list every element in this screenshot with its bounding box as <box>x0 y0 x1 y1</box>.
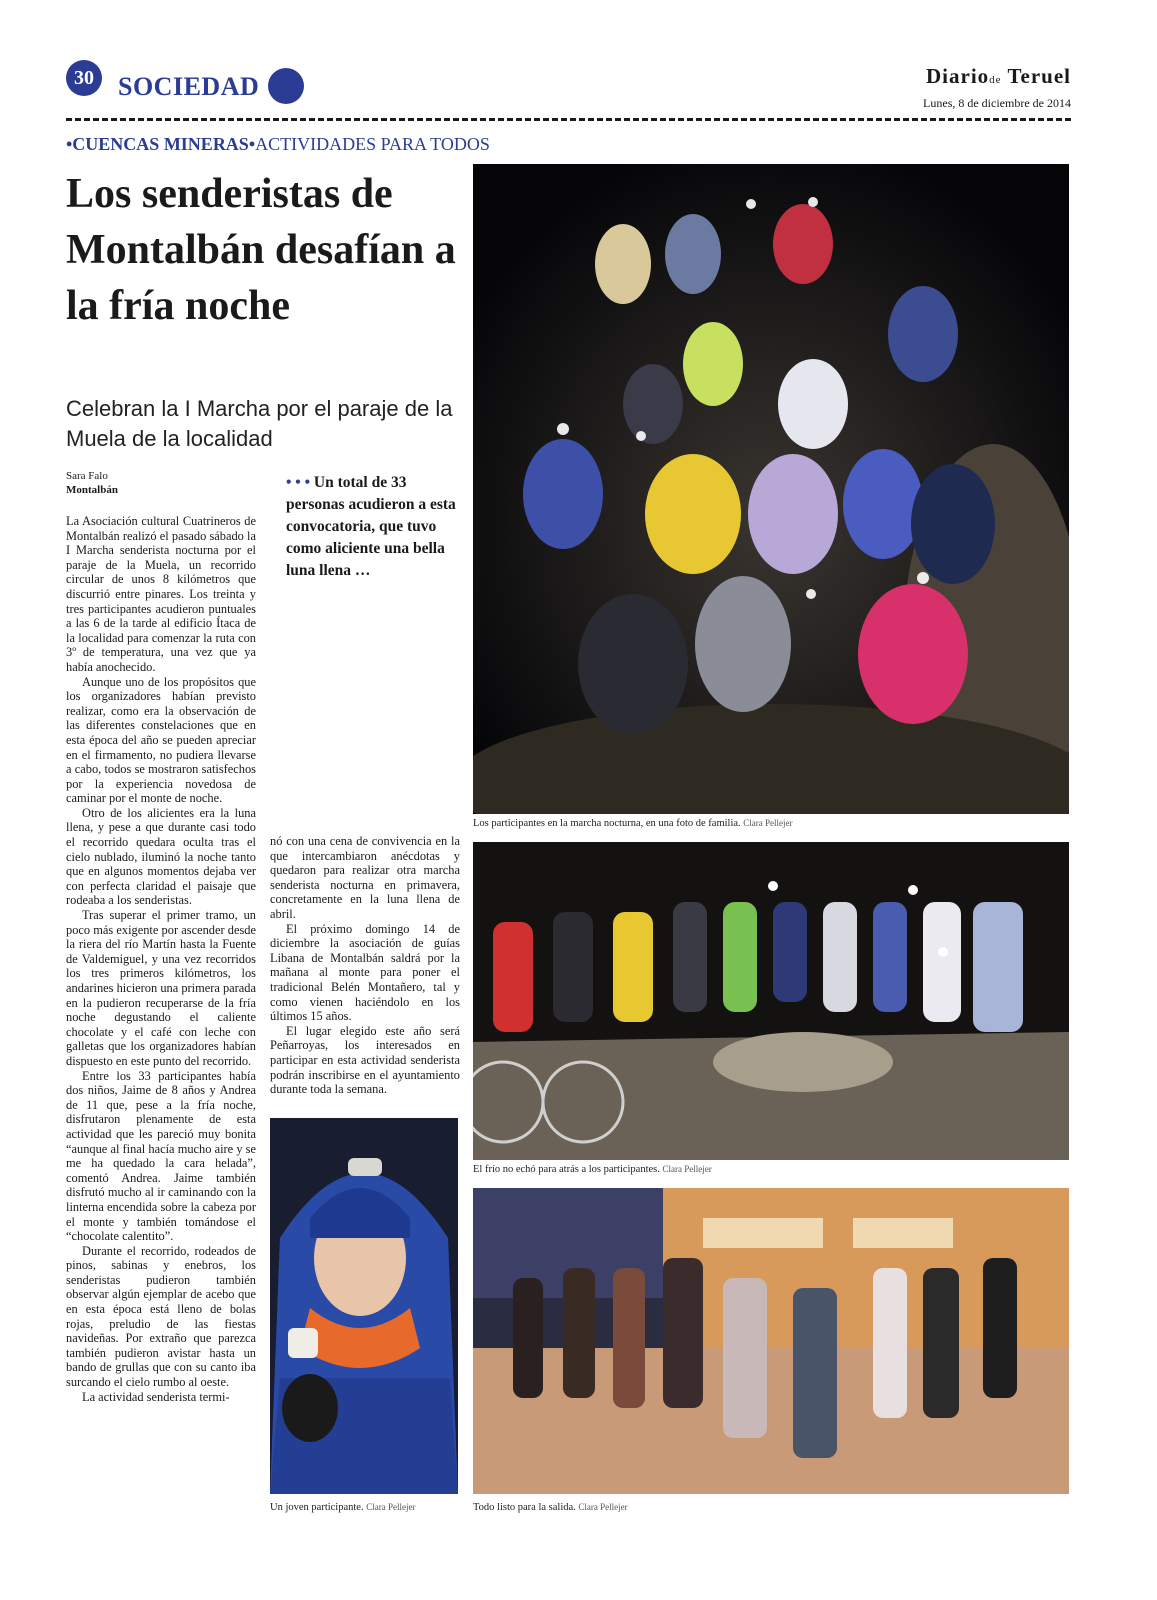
paragraph: Otro de los alicientes era la luna llena, y pese a que durante casi todo el recorrido quedara oculta tras el cielo nublado, iluminó la noche tanto que en algunos momentos dejaba ver con perfecta claridad el paisaje que rodeaba a los senderistas. <box>66 805 256 908</box>
byline-location: Montalbán <box>66 484 118 496</box>
header-divider <box>66 118 1071 121</box>
paragraph: Durante el recorrido, rodeados de pinos, sabinas y enebros, los senderistas pudieron también observar algún ejemplar de acebo que en esta época está lleno de bolas rojas, preludio de las fiestas navideñas. Por extraño que parezca también pudieron avistar hasta un bando de grullas que con su canto iba surcando el cielo rumbo al oeste. <box>66 1243 256 1390</box>
headline: Los senderistas de Montalbán desafían a la fría noche <box>66 171 456 329</box>
photo-caption-1 <box>473 818 1069 829</box>
caption-text: Un joven participante. <box>270 1502 364 1513</box>
photo-credit: Clara Pellejer <box>578 1502 628 1512</box>
pullquote-text: Un total de 33 personas acudieron a esta convocatoria, que tuvo como aliciente una bella luna llena … <box>286 474 456 579</box>
paragraph: La actividad senderista termi- <box>82 1389 230 1404</box>
pullquote <box>286 472 458 582</box>
section-dot-icon <box>268 68 304 104</box>
page-number: 30 <box>66 60 102 96</box>
caption-text: Los participantes en la marcha nocturna, en una foto de familia. <box>473 818 741 829</box>
paragraph: nó con una cena de convivencia en la que intercambiaron anécdotas y quedaron para realizar otra marcha senderista nocturna en primavera, concretamente en la luna llena de abril. <box>270 834 460 921</box>
section-title: SOCIEDAD <box>118 72 260 101</box>
photo-credit: Clara Pellejer <box>662 1164 712 1174</box>
caption-text: El frío no echó para atrás a los participantes. <box>473 1164 660 1175</box>
newspaper-name-part2: Teruel <box>1007 64 1071 88</box>
caption-text: Todo listo para la salida. <box>473 1502 576 1513</box>
photo-caption-3 <box>270 1502 458 1513</box>
newspaper-name-part1: Diario <box>926 64 990 88</box>
body-column-1 <box>66 514 256 1546</box>
paragraph: Aunque uno de los propósitos que los organizadores habían previsto realizar, como era la observación de las diferentes constelaciones que en esta época del año se pueden apreciar en el firmamento, no pudiera llevarse a cabo, todos se mostraron satisfechos por la experiencia novedosa de caminar por el monte de noche. <box>66 674 256 806</box>
photo-credit: Clara Pellejer <box>366 1502 416 1512</box>
paragraph: El próximo domingo 14 de diciembre la asociación de guías Libana de Montalbán saldrá por la mañana al monte para poner el tradicional Belén Montañero, tal y como vienen haciéndolo en los últimos 15 años. <box>270 921 460 1024</box>
issue-date: Lunes, 8 de diciembre de 2014 <box>923 96 1071 110</box>
photo-group-night <box>473 164 1069 814</box>
newspaper-name <box>926 64 1071 89</box>
paragraph: La Asociación cultural Cuatrineros de Montalbán realizó el pasado sábado la I Marcha senderista nocturna por el paraje de la Muela, un recorrido circular de unos 8 kilómetros que discurrió entre pinares. Los treinta y tres participantes acudieron puntuales a las 6 de la tarde al edificio Ítaca de la localidad para comenzar la ruta con 3º de temperatura, una vez que ya había anochecido. <box>66 514 256 674</box>
kicker-topic: ACTIVIDADES PARA TODOS <box>255 134 490 154</box>
photo-ready-to-start <box>473 1188 1069 1494</box>
newspaper-name-de: de <box>989 74 1002 86</box>
photo-caption-2 <box>473 1164 1069 1175</box>
paragraph: Entre los 33 participantes había dos niños, Jaime de 8 años y Andrea de 11 que, pese a la fría noche, disfrutaron plenamente de esta actividad que les pareció muy bonita “aunque al final hacía mucho aire y se me ha quedado la cara helada”, comentó Andrea. Jaime también disfrutó mucho al ir caminando con la linterna encendida sobre la cabeza por el monte y también tomándose el “chocolate calentito”. <box>66 1068 256 1244</box>
photo-caption-4 <box>473 1502 1069 1513</box>
pullquote-bullets: • • • <box>286 474 311 491</box>
photo-young-participant <box>270 1118 458 1494</box>
body-column-2 <box>270 834 460 1110</box>
paragraph: Tras superar el primer tramo, un poco más exigente por ascender desde la riera del río Martín hasta la Fuente de Valdemiguel, y una vez recorridos los tres primeros kilómetros, los andarines hicieron una primera parada en la pudieron recuperarse de la fría noche degustando el caliente chocolate y el café con leche con galletas que los organizadores habían dispuesto en este punto del recorrido. <box>66 908 256 1068</box>
subheadline: Celebran la I Marcha por el paraje de la Muela de la localidad <box>66 396 453 451</box>
paragraph: El lugar elegido este año será Peñarroyas, los interesados en participar en esta actividad senderista podrán inscribirse en el ayuntamiento durante toda la semana. <box>270 1023 460 1097</box>
photo-group-path <box>473 842 1069 1160</box>
kicker <box>66 134 490 155</box>
kicker-region: •CUENCAS MINERAS• <box>66 134 256 154</box>
byline-author: Sara Falo <box>66 470 108 482</box>
photo-credit: Clara Pellejer <box>743 818 793 828</box>
